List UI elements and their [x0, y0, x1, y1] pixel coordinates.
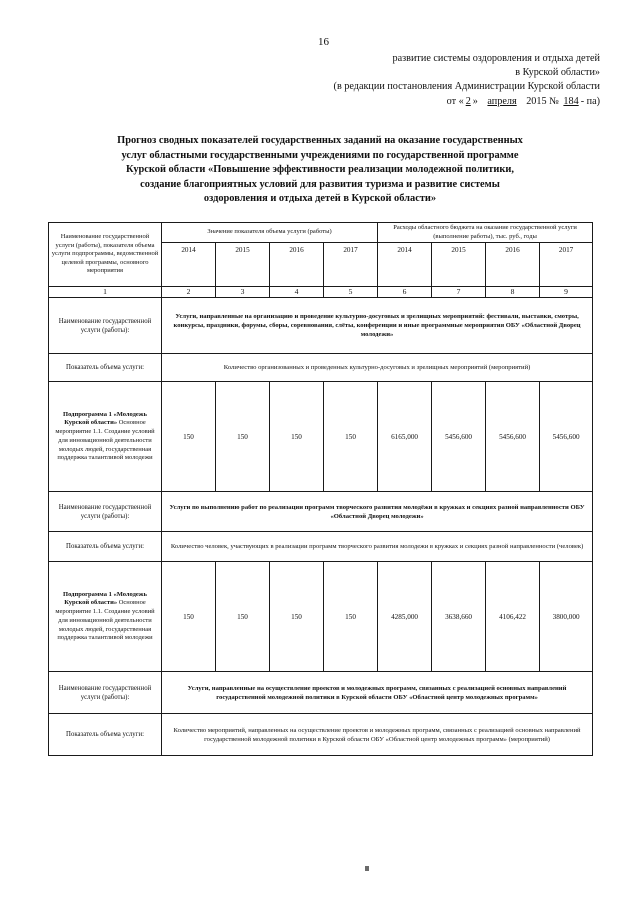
page-title: [66, 134, 574, 207]
section-3-service-text: Услуги, направленные на осуществление проектов и молодежных программ, связанных с реализацией основных направлений государственной молодежной политики в Курской области ОБУ «Областной центр молодежных программ»: [162, 672, 593, 714]
table-row: [49, 492, 593, 532]
section-1-indicator-label: Показатель объема услуги:: [49, 354, 162, 382]
section-1-program-cell: [49, 382, 162, 492]
title-line-2: услуг областными государственными учреждениями по государственной программе: [121, 149, 519, 161]
page-number: 16: [318, 36, 329, 48]
section-1-volume-2016: 150: [270, 382, 324, 492]
section-2-program-detail: Основное мероприятие 1.1. Создание условий для инновационной деятельности молодых людей, государственная поддержка талантливой молодежи: [55, 599, 155, 642]
section-1-program-title: Подпрограмма 1 «Молодежь Курской области»: [63, 410, 147, 427]
section-2-service-label: Наименование государственной услуги (работы):: [49, 492, 162, 532]
table-row: [49, 354, 593, 382]
section-1-program-detail: Основное мероприятие 1.1. Создание условий для инновационной деятельности молодых людей, государственная поддержка талантливой молодежи: [55, 419, 155, 462]
section-1-budget-2017: 5456,600: [540, 382, 593, 492]
column-number-4: 4: [270, 287, 324, 298]
column-number-9: 9: [540, 287, 593, 298]
column-number-1: 1: [49, 287, 162, 298]
column-number-6: 6: [378, 287, 432, 298]
header-cell-budget-group: Расходы областного бюджета на оказание государственной услуги (выполнение работы), тыс. руб., годы: [378, 223, 593, 243]
header-line-2: в Курской области»: [515, 67, 600, 79]
header-year-volume-2016: 2016: [270, 243, 324, 287]
header-line-1: развитие системы оздоровления и отдыха детей: [392, 53, 600, 64]
table-column-numbering-row: [49, 287, 593, 298]
date-number: 184: [563, 95, 579, 107]
header-year-volume-2014: 2014: [162, 243, 216, 287]
section-2-program-title: Подпрограмма 1 «Молодежь Курской области»: [63, 590, 147, 607]
section-2-indicator-label: Показатель объема услуги:: [49, 532, 162, 562]
date-prefix: от «: [446, 95, 464, 107]
header-year-budget-2017: 2017: [540, 243, 593, 287]
header-date-line: [0, 95, 600, 109]
section-2-service-text: Услуги по выполнению работ по реализации программ творческого развития молодёжи в кружках и секциях разной направленности ОБУ «Областной Дворец молодежи»: [162, 492, 593, 532]
section-2-volume-2015: 150: [216, 562, 270, 672]
section-2-volume-2014: 150: [162, 562, 216, 672]
column-number-2: 2: [162, 287, 216, 298]
document-header: [0, 34, 600, 109]
section-2-budget-2014: 4285,000: [378, 562, 432, 672]
scan-artifact-mark: [365, 866, 369, 871]
header-line-3: (в редакции постановления Администрации Курской области: [333, 81, 600, 93]
column-number-7: 7: [432, 287, 486, 298]
section-1-budget-2015: 5456,600: [432, 382, 486, 492]
title-line-4: создание благоприятных условий для развития туризма и развитие системы: [140, 178, 500, 190]
header-year-volume-2017: 2017: [324, 243, 378, 287]
table-header-row-groups: [49, 223, 593, 243]
header-cell-col1: Наименование государственной услуги (работы), показателя объема услуги подпрограммы, ведомственной целевой программы, основного мероприятия: [49, 223, 162, 287]
column-number-5: 5: [324, 287, 378, 298]
section-2-program-cell: [49, 562, 162, 672]
section-2-volume-2017: 150: [324, 562, 378, 672]
section-1-budget-2014: 6165,000: [378, 382, 432, 492]
header-year-budget-2014: 2014: [378, 243, 432, 287]
section-2-indicator-text: Количество человек, участвующих в реализации программ творческого развития молодежи в кружках и секциях разной направленности (человек): [162, 532, 593, 562]
section-2-budget-2016: 4106,422: [486, 562, 540, 672]
column-number-3: 3: [216, 287, 270, 298]
table-row: [49, 382, 593, 492]
header-year-budget-2016: 2016: [486, 243, 540, 287]
section-1-volume-2017: 150: [324, 382, 378, 492]
title-line-1: Прогноз сводных показателей государственных заданий на оказание государственных: [117, 135, 523, 146]
section-3-indicator-label: Показатель объема услуги:: [49, 714, 162, 756]
table-row: [49, 298, 593, 354]
section-1-budget-2016: 5456,600: [486, 382, 540, 492]
title-line-5: оздоровления и отдыха детей в Курской области»: [203, 193, 437, 205]
section-2-budget-2015: 3638,660: [432, 562, 486, 672]
section-3-indicator-text: Количество мероприятий, направленных на осуществление проектов и молодежных программ, связанных с реализацией основных направлений государственной молодежной политики в Курской области ОБУ «Областной центр молодежных программ» (мероприятий): [162, 714, 593, 756]
section-1-volume-2014: 150: [162, 382, 216, 492]
section-1-service-label: Наименование государственной услуги (работы):: [49, 298, 162, 354]
header-year-budget-2015: 2015: [432, 243, 486, 287]
date-month: апреля: [487, 95, 517, 107]
table-row: [49, 672, 593, 714]
header-cell-volume-group: Значение показателя объема услуги (работы): [162, 223, 378, 243]
date-day: 2: [465, 95, 471, 107]
section-1-indicator-text: Количество организованных и проведенных культурно-досуговых и зрелищных мероприятий (мероприятий): [162, 354, 593, 382]
header-year-volume-2015: 2015: [216, 243, 270, 287]
section-3-service-label: Наименование государственной услуги (работы):: [49, 672, 162, 714]
date-quote: »: [472, 95, 478, 107]
table-row: [49, 562, 593, 672]
table-row: [49, 714, 593, 756]
forecast-table: [48, 222, 593, 756]
table-row: [49, 532, 593, 562]
date-suffix: - па): [580, 95, 600, 107]
date-year: 2015 №: [526, 95, 559, 107]
section-2-volume-2016: 150: [270, 562, 324, 672]
title-line-3: Курской области «Повышение эффективности реализации молодежной политики,: [126, 164, 514, 176]
section-2-budget-2017: 3800,000: [540, 562, 593, 672]
section-1-volume-2015: 150: [216, 382, 270, 492]
section-1-service-text: Услуги, направленные на организацию и проведение культурно-досуговых и зрелищных мероприятий: фестивали, выставки, смотры, конкурсы, праздники, форумы, сборы, соревнования, слёты, конференции и иные программные мероприятия ОБУ «Областной Дворец молодежи»: [162, 298, 593, 354]
column-number-8: 8: [486, 287, 540, 298]
